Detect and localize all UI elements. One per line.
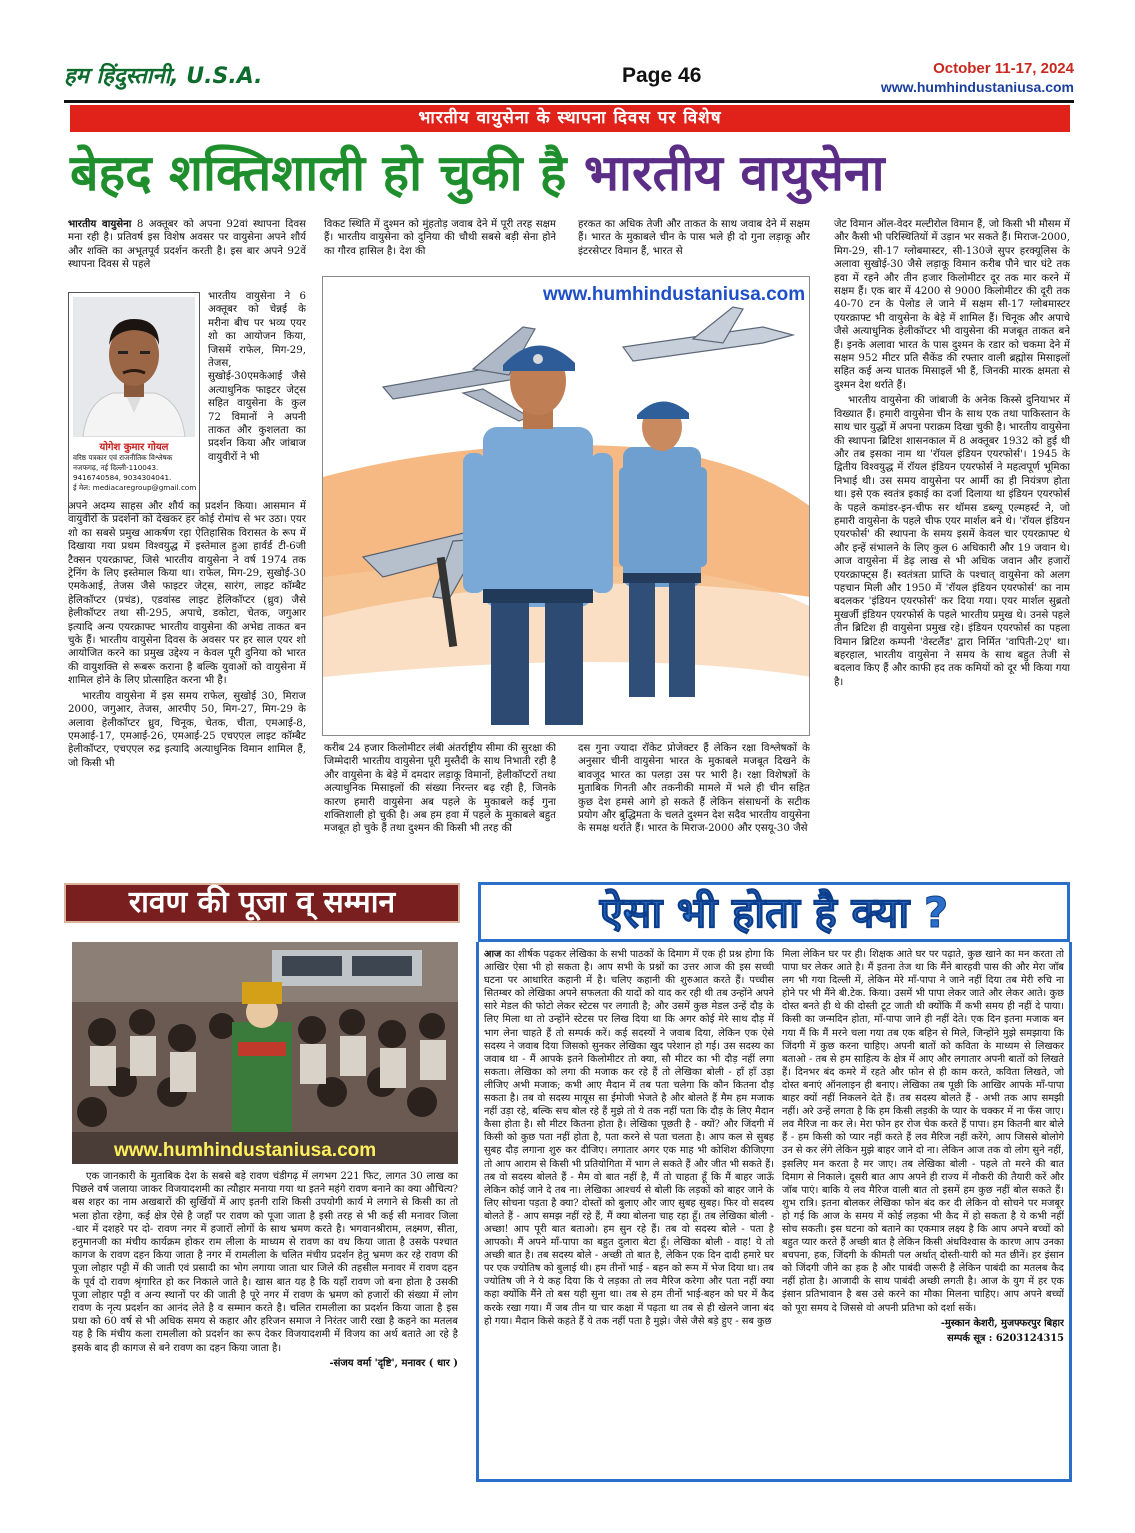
main-headline bbox=[70, 140, 1070, 206]
section-banner: भारतीय वायुसेना के स्थापना दिवस पर विशेष bbox=[70, 105, 1070, 132]
article-col-1-intro bbox=[68, 218, 306, 290]
ravan-photo-watermark[interactable]: www.humhindustaniusa.com bbox=[114, 1140, 377, 1161]
author-box bbox=[68, 292, 200, 514]
article-text: अपने अदम्य साहस और शौर्य का प्रदर्शन किया। आसमान में वायुवीरों के प्रदर्शनों को देखकर हर कोई रोमांच से भर उठा। एयर शो का सबसे प्रमुख आकर्षण रहा ऐतिहासिक विरासत के रूप में दिखाया गया प्रथम विश्वयुद्ध में इस्तेमाल हुआ हार्वर्ड टी-6जी टैक्सन एयरक्राफ्ट, जिसे भारतीय वायुसेना ने वर्ष 1974 तक ट्रेनिंग के लिए इस्तेमाल किया था। राफेल, मिग-29, सुखोई-30 एमकेआई, तेजस जैसे फाइटर जेट्स, सारंग, लाइट कॉम्बैट हेलिकॉप्टर (प्रचंड), एडवांस्ड लाइट हेलिकॉप्टर (ध्रुव) जैसे हेलीकॉप्टर तथा सी-295, अपाचे, डकोटा, चेतक, जगुआर इत्यादि अन्य एयरक्राफ्ट भारतीय वायुसेना की अभेद्य ताकत बन चुके हैं। भारतीय वायुसेना दिवस के अवसर पर हर साल एयर शो आयोजित करने का प्रमुख उद्देश्य न केवल पूरी दुनिया को भारत की वायुशक्ति से रूबरू कराना है बल्कि युवाओं को वायुसेना में शामिल होने के लिए प्रोत्साहित करना भी है। bbox=[68, 501, 306, 687]
article-col-1-side bbox=[208, 290, 306, 498]
issue-date: October 11-17, 2024 bbox=[933, 60, 1074, 77]
air-force-illustration bbox=[322, 276, 810, 736]
masthead-divider bbox=[64, 100, 1074, 103]
article-lead: भारतीय वायुसेना bbox=[68, 218, 132, 230]
article-col-1-main bbox=[68, 500, 306, 872]
article-text: विकट स्थिति में दुश्मन को मुंहतोड़ जवाब देने में पूरी तरह सक्षम हैं। भारतीय वायुसेना को दुनिया की चौथी सबसे बड़ी सेना होने का गौरव हासिल है। देश की bbox=[324, 219, 556, 257]
article-text: जेट विमान ऑल-वेदर मल्टीरोल विमान हैं, जो किसी भी मौसम में और कैसी भी परिस्थितियों में उड़ान भर सकते हैं। मिराज-2000, मिग-29, सी-17 ग्लोबमास्टर, सी-130जे सुपर हरक्यूलिस के अलावा सुखोई-30 जैसे लड़ाकू विमान करीब पौने चार घंटे तक हवा में रहने और तीन हजार किलोमीटर दूर तक मार करने में सक्षम हैं। एक बार में 4200 से 9000 किलोमीटर की दूरी तक 40-70 टन के पेलोड ले जाने में सक्षम सी-17 ग्लोबमास्टर एयरक्राफ्ट भी वायुसेना के बेड़े में शामिल हैं। चिनूक और अपाचे जैसे अत्याधुनिक हेलीकॉप्टर भी वायुसेना की मजबूत ताकत बने हैं। इनके अलावा भारत के पास दुश्मन के रडार को चकमा देने में सक्षम 952 मीटर प्रति सैकेंड की रफ्तार वाली ब्रह्मोस मिसाइलों सहित कई अन्य घातक मिसाइलें भी हैं, जिनकी मारक क्षमता से दुश्मन देश थर्राते हैं। bbox=[834, 219, 1070, 391]
author-photo bbox=[73, 297, 195, 437]
headline-part-2: भारतीय वायुसेना bbox=[583, 144, 885, 202]
story-contact: सम्पर्क सूत्र : 6203124315 bbox=[947, 1332, 1064, 1344]
ravan-procession-photo bbox=[72, 942, 458, 1164]
article-text: भारतीय वायुसेना की जांबाजी के अनेक किस्से दुनियाभर में विख्यात हैं। हमारी वायुसेना चीन के साथ एक तथा पाकिस्तान के साथ चार युद्धों में अपना पराक्रम दिखा चुकी है। भारतीय वायुसेना की स्थापना ब्रिटिश शासनकाल में 8 अक्तूबर 1932 को हुई थी और तब इसका नाम था 'रॉयल इंडियन एयरफोर्स'। 1945 के द्वितीय विश्वयुद्ध में रॉयल इंडियन एयरफोर्स ने महत्वपूर्ण भूमिका निभाई थी। उस समय वायुसेना पर आर्मी का ही नियंत्रण होता था। इसे एक स्वतंत्र इकाई का दर्जा दिलाया था इंडियन एयरफोर्स के पहले कमांडर-इन-चीफ सर थॉमस डब्ल्यू एल्महर्स्ट ने, जो हमारी वायुसेना के पहले चीफ एयर मार्शल बने थे। 'रॉयल इंडियन एयरफोर्स' की स्थापना के समय इसमें केवल चार एयरक्राफ्ट थे और इन्हें संभालने के लिए कुल 6 अधिकारी और 19 जवान थे। आज वायुसेना में डेढ़ लाख से भी अधिक जवान और हजारों एयरक्राफ्ट्स हैं। स्वतंत्रता प्राप्ति के पश्चात् वायुसेना को अलग पहचान मिली और 1950 में 'रॉयल इंडियन एयरफोर्स' का नाम बदलकर 'इंडियन एयरफोर्स' कर दिया गया। एयर मार्शल सुब्रतो मुखर्जी इंडियन एयरफोर्स के पहले भारतीय प्रमुख थे। उनसे पहले तीन ब्रिटिश ही वायुसेना प्रमुख रहे। इंडियन एयरफोर्स का पहला विमान ब्रिटिश कम्पनी 'वेस्टलैंड' द्वारा निर्मित 'वापिती-2ए' था। बहरहाल, भारतीय वायुसेना ने समय के साथ बहुत तेजी से बदलाव किए हैं और काफी हद तक कमियों को दूर भी किया गया है। bbox=[834, 395, 1070, 688]
story-title-box bbox=[478, 882, 1070, 942]
article-text: दस गुना ज्यादा रॉकेट प्रोजेक्टर हैं लेकिन रक्षा विश्लेषकों के अनुसार चीनी वायुसेना भारत के मुकाबले मजबूत दिखने के बावजूद भारत का पलड़ा उस पर भारी है। रक्षा विशेषज्ञों के मुताबिक गिनती और तकनीकी मामले में भले ही चीन सहित कुछ देश हमसे आगे हो सकते हैं लेकिन संसाधनों के सटीक प्रयोग और बुद्धिमता के चलते दुश्मन देश सदैव भारतीय वायुसेना के समक्ष थर्राते हैं। भारत के मिराज-2000 और एसयू-30 जैसे bbox=[578, 743, 810, 835]
ravan-section-title: रावण की पूजा व् सम्मान bbox=[64, 883, 460, 923]
article-col-2-top bbox=[324, 218, 556, 272]
author-info bbox=[73, 453, 197, 493]
story-col-2 bbox=[782, 948, 1064, 1476]
author-designation: वरिष्ठ पत्रकार एवं राजनीतिक विश्लेषक bbox=[73, 453, 173, 462]
story-lead: आज bbox=[484, 949, 502, 960]
author-email[interactable]: ई मेल: mediacaregroup@gmail.com bbox=[73, 483, 197, 492]
website-link[interactable]: www.humhindustaniusa.com bbox=[880, 79, 1074, 95]
masthead bbox=[64, 60, 1074, 102]
article-text: हरकत का अधिक तेजी और ताकत के साथ जवाब देने में सक्षम हैं। भारत के मुकाबले चीन के पास भले ही दो गुना लड़ाकू और इंटरसेप्टर विमान हैं, भारत से bbox=[578, 219, 810, 257]
article-text: का शीर्षक पढ़कर लेखिका के सभी पाठकों के दिमाग में एक ही प्रश्न होगा कि आखिर ऐसा भी हो सकता है। आप सभी के प्रश्नों का उत्तर आज की इस सच्ची घटना पर आधारित कहानी में है। चलिए कहानी की शुरुआत करते हैं। पच्चीस सितम्बर को लेखिका अपने सफलता की यादों को याद कर रही थी तब उन्होंने अपने सारे मेडल की फोटो लेकर स्टेटस पर लगाती है; और उसमें कुछ मेडल उन्हें दौड़ के लिए मिला था तो उन्होंने स्टेटस पर लिख दिया था कि अगर कोई मेरे साथ दौड़ में भाग लेना चाहते हैं तो सम्पर्क करें। कई सदस्यों ने जवाब दिया, लेकिन एक ऐसे सदस्य ने जवाब दिया जिसको सुनकर लेखिका खुद परेशान हो गई। उस सदस्य का जवाब था - मैं आपके इतने किलोमीटर तो क्या, सौ मीटर का भी दौड़ नहीं लगा सकता। लेखिका को लगा की मजाक कर रहे हैं तो लेखिका बोली - हाँ हाँ उड़ा लीजिए अभी मजाक; कभी आए मैदान में तब पता चलेगा कि कौन कितना दौड़ सकता है। तब वो सदस्य मायूस सा ईमोजी भेजते है और बोलते हैं मैम हम मजाक नहीं उड़ा रहे, बल्कि सच बोल रहे हैं मुझे तो ये तक नहीं पता कि दौड़ के लिए मैदान कैसा होता है। सौ मीटर कितना होता है। लेखिका पूछती है - क्यों? और जिंदगी में किसी को कुछ पता नहीं होता है, पता करने से पता चलता है। आप कल से सुबह सुबह दौड़ लगाना शुरु कर दीजिए। लगातार अगर एक माह भी कोशिश कीजिएगा तो आप आराम से किसी भी प्रतियोगिता में भाग ले सकते हैं और जीत भी सकते हैं। तब वो सदस्य बोलते हैं - मैम वो बात नहीं है, मैं तो चाहता हूँ कि मैं बाहर जाऊँ लेकिन कोई जाने दे तब ना। लेखिका आश्चर्य से बोली कि लड़कों को बाहर जाने के लिए सोचना पड़ता है क्या? दोस्तों को बुलाए और जाए सुबह सुबह। फिर वो सदस्य बोलते हैं - आप समझ नहीं रहे हैं, मैं क्या बोलना चाह रहा हूँ। तब लेखिका बोली - अच्छा! आप पूरी बात बताओ। हम सुन रहे हैं। तब वो सदस्य बोले - पता है आपको। मैं अपने माँ-पापा का बहुत दुलारा बेटा हूँ। लेखिका बोली - वाह! ये तो अच्छी बात है। तब सदस्य बोले - अच्छी तो बात है, लेकिन एक दिन दादी हमारे घर पर एक ज्योतिष को बुलाई थी। हम तीनों भाई - बहन को रूम में भेज दिया था। तब ज्योतिष जी ने ये कह दिया कि ये लड़का तो लव मैरिज करेगा और पता नहीं क्या कहा क्योंकि मैंने तो बस यही सुना था। तब से हम तीनों भाई-बहन को घर में कैद करके रखा गया। मैं जब तीन या चार कक्षा में पढ़ता था तब से ही खेलने जाना बंद हो गया। मैदान किसे कहते हैं ये तक नहीं पता है मुझे। जैसे जैसे बड़े हुए - सब कुछ bbox=[484, 949, 774, 1327]
page-number: Page 46 bbox=[622, 64, 702, 87]
article-col-3-top bbox=[578, 218, 810, 272]
article-text: भारतीय वायुसेना ने 6 अक्तूबर को चेन्नई के मरीना बीच पर भव्य एयर शो का आयोजन किया, जिसमें राफेल, मिग-29, तेजस, सुखोई-30एमकेआई जैसे अत्याधुनिक फाइटर जेट्स सहित वायुसेना के कुल 72 विमानों ने अपनी ताकत और कुशलता का प्रदर्शन किया और जांबाज वायुवीरों ने भी bbox=[208, 291, 306, 463]
article-col-4 bbox=[834, 218, 1070, 872]
author-phone: 9416740584, 9034304041. bbox=[73, 473, 172, 482]
author-name: योगेश कुमार गोयल bbox=[99, 442, 169, 453]
article-col-3-bottom bbox=[578, 742, 810, 872]
article-text: करीब 24 हजार किलोमीटर लंबी अंतर्राष्ट्रीय सीमा की सुरक्षा की जिम्मेदारी भारतीय वायुसेना पूरी मुस्तैदी के साथ निभाती रही है और वायुसेना के बेड़े में दमदार लड़ाकू विमानों, हेलीकॉप्टरों तथा अत्याधुनिक मिसाइलों की संख्या निरन्तर बढ़ रही है, जिनके कारण हमारी वायुसेना अब पहले के मुकाबले कई गुना शक्तिशाली हो चुकी है। अब हम हवा में पहले के मुकाबले बहुत मजबूत हो चुके हैं तथा दुश्मन की किसी भी तरह की bbox=[324, 743, 556, 835]
story-title: ऐसा भी होता है क्या ? bbox=[599, 888, 949, 937]
headline-part-1: बेहद शक्तिशाली हो चुकी है bbox=[70, 144, 567, 202]
illustration-watermark-url[interactable]: www.humhindustaniusa.com bbox=[543, 284, 806, 305]
article-text: भारतीय वायुसेना में इस समय राफेल, सुखोई 30, मिराज 2000, जगुआर, तेजस, आरपीए 50, मिग-27, मिग-29 के अलावा हेलीकॉप्टर ध्रुव, चिनूक, चेतक, चीता, एमआई-8, एमआई-17, एमआई-26, एमआई-25 एचएएल लाइट कॉम्बैट हेलीकॉप्टर, एचएएल रुद्र इत्यादि अत्याधुनिक विमान शामिल हैं, जो किसी भी bbox=[68, 690, 306, 769]
author-address: नजफगढ़, नई दिल्ली-110043. bbox=[73, 463, 159, 472]
article-text: एक जानकारी के मुताबिक देश के सबसे बड़े रावण चंडीगढ़ में लगभग 221 फिट, लागत 30 लाख का पिछले वर्ष जलाया जाकर विजयादशमी का त्यौहार मनाया गया था इतने महंगे रावण बनाने का क्या औचित्य? बस शहर का नाम अखबारों की सुर्खियों में आए इतनी राशि किसी उपयोगी कार्य मे लगाने से किसी का तो भला होता रहेगा, कई क्षेत्र ऐसे है जहाँ पर रावण को पूजा जाता है इसी तरह से भी कई सी मनावर जिला -धार में दशहरे पर दो- रावण नगर में हजारों लोगों के साथ भ्रमण करते है। भगवानश्रीराम, लक्ष्मण, सीता, हनुमानजी का मंचीय कार्यक्रम होकर राम लीला के माध्यम से रावण का वध किया जाता है उसके पश्चात कागज के रावण दहन किया जाता है नगर में रामलीला के चलित मंचीय प्रदर्शन हेतु भ्रमण कर रहे रावण की पूजा लोहार पट्टी में की जाती एवं प्रसादी का भोग लगाया जाता धार जिले की तहसील मनावर में रावण दहन के पूर्व दो रावण श्रृंगारित हो कर निकाले जाते है। खास बात यह है कि यहाँ रावण जो बना होता है उसकी पूजा लोहार पट्टी व अन्य स्थानों पर की जाती है पूरे नगर में रावण के भ्रमण को हजारों की संख्या में लोग रावण के नृत्य प्रदर्शन का आनंद लेते है व सम्मान करते है। चलित रामलीला का प्रदर्शन किया जाता है इस प्रथा को 60 वर्ष से भी अधिक समय से कहार और हरिजन समाज ने निरंतर जारी रखा है कहने का मतलब यह है कि मंचीय कला रामलीला को प्रदर्शन का रूप देकर विजयादशमी में विजय का अर्थ बताते आ रहे है इसके बाद ही कागज से बने रावण का दहन किया जाता है। bbox=[72, 1171, 458, 1354]
newspaper-title: हम हिंदुस्तानी, U.S.A. bbox=[64, 64, 263, 89]
article-text: मिला लेकिन घर पर ही। शिक्षक आते घर पर पढ़ाते, कुछ खाने का मन करता तो पापा घर लेकर आते है। मैं इतना तेज था कि मैंने बारहवी पास की और मेरा जॉब लग भी गया दिल्ली में, लेकिन मेरे माँ-पापा ने जाने नहीं दिया तब मेरी रुचि ना होने पर भी मैंने बी.टेक. किया। उसमें भी पापा लेकर जाते और लेकर आते। कुछ दोस्त बनते ही थे की दोस्ती टूट जाती थी क्योंकि मैं कभी समय ही नहीं दे पाया। किसी का जन्मदिन होता, माँ-पापा जाने ही नहीं देते। एक दिन इतना मजाक बन गया मैं कि मैं मरने चला गया तब एक बहिन से मिले, जिन्होंने मुझे समझाया कि जिंदगी में कुछ करना चाहिए। अपनी बातों को कविता के माध्यम से लिखकर बताओ - तब से हम साहित्य के क्षेत्र में आए और लगातार अपनी बातों को लिखते हैं। दिनभर बंद कमरे में रहते और फोन से ही काम करते, कविता लिखते, जो दोस्त बनाएं ऑनलाइन ही बनाए। लेखिका तब पूछी कि आखिर आपके माँ-पापा बाहर क्यों नहीं निकलने देते हैं। तब सदस्य बोलते हैं - अभी तक आप समझी नहीं। अरे उन्हें लगता है कि हम किसी लड़की के प्यार के चक्कर में ना फँस जाए। लव मैरिज ना कर ले। मेरा फोन हर रोज चेक करते हैं पापा। हम कितनी बार बोले हैं - हम किसी को प्यार नहीं करते हैं लव मैरिज नहीं करेंगे, आप जिससे बोलोगे उन से कर लेंगे लेकिन मुझे बाहर जाने दो ना। लेकिन आज तक वो लोग सुने नहीं, इसलिए मन करता है मर जाए। तब लेखिका बोली - पहले तो मरने की बात दिमाग से निकाले। दूसरी बात आप अपने ही राज्य में नौकरी की तैयारी करें और जॉब पाएं। बाकि ये लव मैरिज वाली बात तो इसमें हम कुछ नहीं बोल सकते हैं। शुभ रात्रि। इतना बोलकर लेखिका फोन बंद कर दी लेकिन वो सोचने पर मजबूर हो गई कि आज के समय में कोई लड़का भी कैद में हो सकता है ये कभी नहीं सोच सकती। इस घटना को बताने का एकमात्र लक्ष्य है कि आप अपने बच्चों को बहुत प्यार करते हैं अच्छी बात है लेकिन किसी अंधविश्वास के कारण आप उनका बचपना, हक, जिंदगी के कीमती पल अर्थात् दोस्ती-यारी को मत छीनें। हर इंसान को जिंदगी जीने का हक है और पाबंदी जरूरी है लेकिन पाबंदी का मतलब कैद नहीं होता है। आजादी के साथ पाबंदी अच्छी लगती है। आज के युग में हर एक इंसान प्रतिभावान है बस उसे करने का मौका मिलना चाहिए। आप अपने बच्चों को पूरा समय दे जिससे वो अपनी प्रतिभा को दर्शा सकें। bbox=[782, 949, 1064, 1314]
article-col-2-bottom bbox=[324, 742, 556, 872]
ravan-author-signature: -संजय वर्मा 'दृष्टि', मनावर ( धार ) bbox=[329, 1357, 458, 1369]
story-author-signature: -मुस्कान केशरी, मुजफ्फरपुर बिहार bbox=[940, 1317, 1064, 1329]
ravan-article bbox=[72, 1170, 458, 1470]
article-text: 8 अक्तूबर को अपना 92वां स्थापना दिवस मना रही है। प्रतिवर्ष इस विशेष अवसर पर वायुसेना अपने शौर्य और शक्ति का अभूतपूर्व प्रदर्शन करती है। इस बार अपने 92वें स्थापना दिवस से पहले bbox=[68, 219, 306, 271]
story-col-1 bbox=[484, 948, 774, 1476]
